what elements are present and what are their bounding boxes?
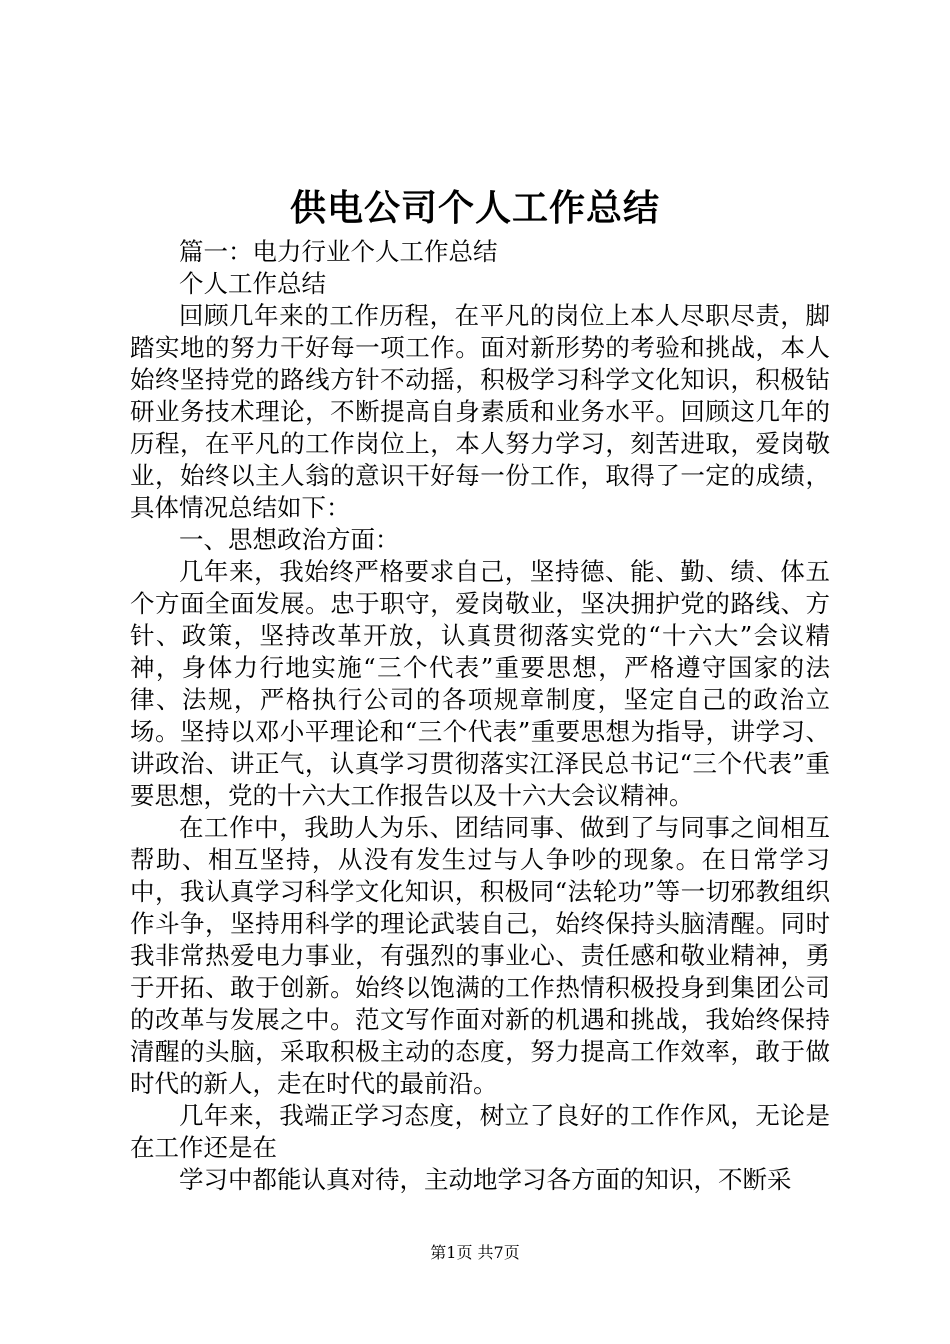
body-paragraph: 几年来，我始终严格要求自己，坚持德、能、勤、绩、体五个方面全面发展。忠于职守，爱岗敬业，坚决拥护党的路线、方针、政策，坚持改革开放，认真贯彻落实党的“十六大”会议精神，身体力行地实施“三个代表”重要思想，严格遵守国家的法律、法规，严格执行公司的各项规章制度，坚定自己的政治立场。坚持以邓小平理论和“三个代表”重要思想为指导，讲学习、讲政治、讲正气，认真学习贯彻落实江泽民总书记“三个代表”重要思想，党的十六大工作报告以及十六大会议精神。 (130, 557, 830, 810)
document-title: 供电公司个人工作总结 (289, 187, 660, 229)
body-paragraph: 学习中都能认真对待，主动地学习各方面的知识，不断采 (179, 1165, 792, 1194)
document-body (130, 236, 830, 1196)
page-footer: 第1页 共7页 (430, 1243, 520, 1262)
subheading: 个人工作总结 (179, 269, 326, 298)
section-heading: 一、思想政治方面： (179, 525, 400, 554)
section-heading: 篇一：电力行业个人工作总结 (179, 237, 498, 266)
body-paragraph: 在工作中，我助人为乐、团结同事、做到了与同事之间相互帮助、相互坚持，从没有发生过与人争吵的现象。在日常学习中，我认真学习科学文化知识，积极同“法轮功”等一切邪教组织作斗争，坚持用科学的理论武装自己，始终保持头脑清醒。同时我非常热爱电力事业，有强烈的事业心、责任感和敬业精神，勇于开拓、敢于创新。始终以饱满的工作热情积极投身到集团公司的改革与发展之中。范文写作面对新的机遇和挑战，我始终保持清醒的头脑，采取积极主动的态度，努力提高工作效率，敢于做时代的新人，走在时代的最前沿。 (130, 813, 830, 1098)
body-paragraph: 几年来，我端正学习态度，树立了良好的工作作风，无论是在工作还是在 (130, 1101, 830, 1162)
body-paragraph: 回顾几年来的工作历程，在平凡的岗位上本人尽职尽责，脚踏实地的努力干好每一项工作。面对新形势的考验和挑战，本人始终坚持党的路线方针不动摇，积极学习科学文化知识，积极钻研业务技术理论，不断提高自身素质和业务水平。回顾这几年的历程，在平凡的工作岗位上，本人努力学习，刻苦进取，爱岗敬业，始终以主人翁的意识干好每一份工作，取得了一定的成绩，具体情况总结如下： (130, 301, 830, 522)
